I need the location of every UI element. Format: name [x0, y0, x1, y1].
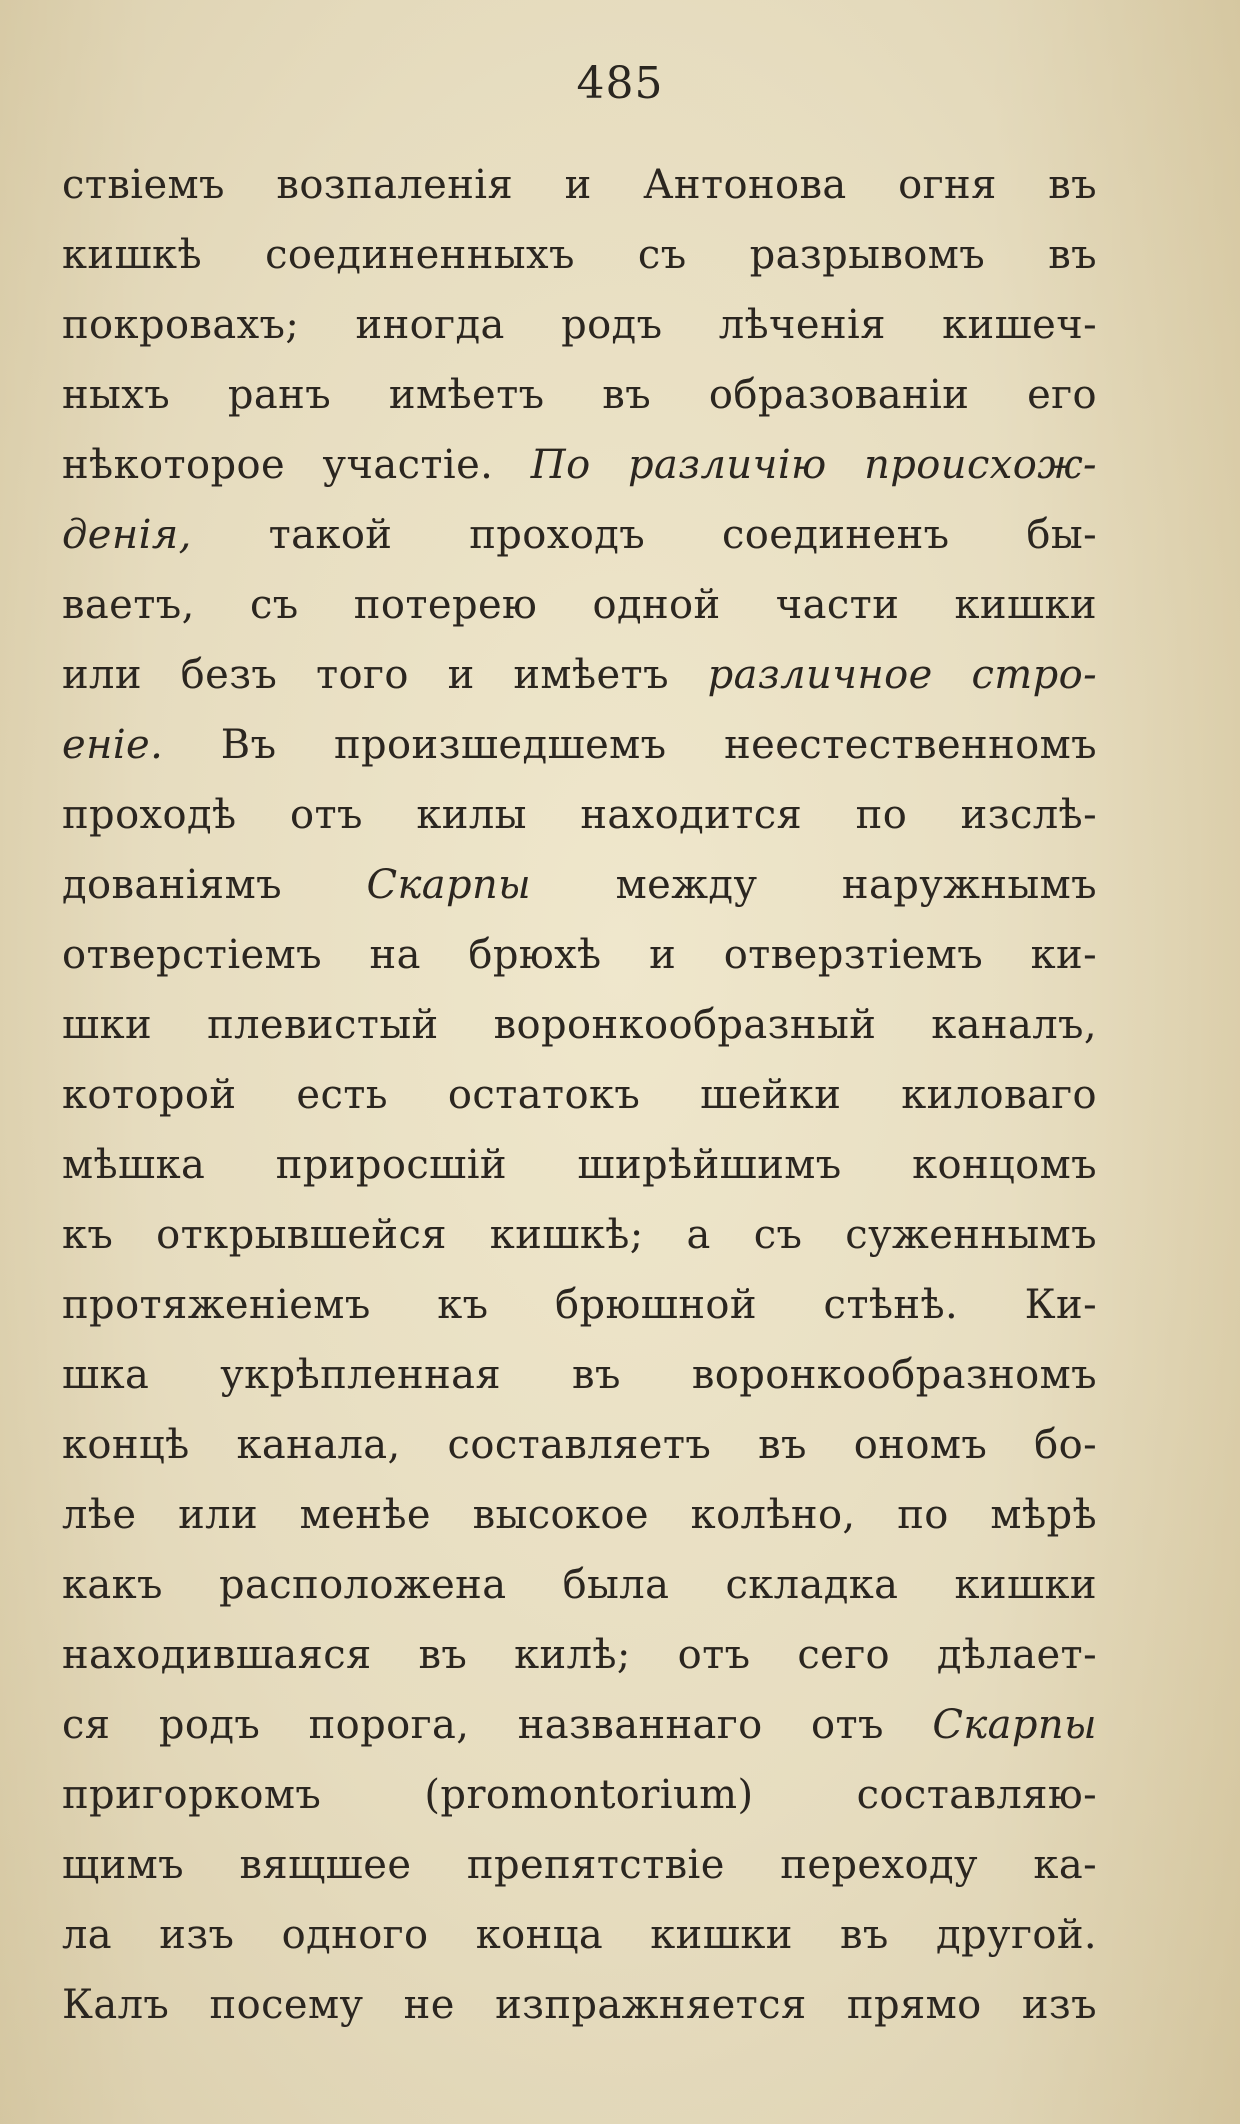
body-text: [62, 150, 1097, 2040]
text-line: [62, 1900, 1097, 1970]
text-segment: концѣ канала, составляетъ въ ономъ бо-: [62, 1422, 1097, 1468]
text-line: [62, 1970, 1097, 2040]
text-line: [62, 1200, 1097, 1270]
italic-text: денія,: [62, 512, 192, 558]
text-segment: протяженіемъ къ брюшной стѣнѣ. Ки-: [62, 1282, 1097, 1328]
text-segment: отверстіемъ на брюхѣ и отверзтіемъ ки-: [62, 932, 1097, 978]
text-line: [62, 500, 1097, 570]
text-segment: между наружнымъ: [531, 862, 1097, 908]
text-segment: которой есть остатокъ шейки киловаго: [62, 1072, 1097, 1118]
text-line: [62, 990, 1097, 1060]
text-segment: ствіемъ возпаленія и Антонова огня въ: [62, 162, 1097, 208]
text-line: [62, 1270, 1097, 1340]
text-segment: кишкѣ соединенныхъ съ разрывомъ въ: [62, 232, 1097, 278]
text-segment: шки плевистый воронкообразный каналъ,: [62, 1002, 1097, 1048]
italic-text: еніе.: [62, 722, 164, 768]
text-segment: щимъ вящшее препятствіе переходу ка-: [62, 1842, 1097, 1888]
text-line: [62, 1480, 1097, 1550]
text-line: [62, 430, 1097, 500]
text-line: [62, 1130, 1097, 1200]
text-segment: пригоркомъ (promontorium) составляю-: [62, 1772, 1097, 1818]
text-segment: нѣкоторое участіе.: [62, 442, 531, 488]
text-segment: Калъ посему не изпражняется прямо изъ: [62, 1982, 1097, 2028]
text-line: [62, 220, 1097, 290]
text-line: [62, 1620, 1097, 1690]
text-line: [62, 850, 1097, 920]
text-segment: какъ расположена была складка кишки: [62, 1562, 1097, 1608]
text-line: [62, 1060, 1097, 1130]
text-line: [62, 290, 1097, 360]
text-segment: ся родъ порога, названнаго отъ: [62, 1702, 933, 1748]
text-segment: къ открывшейся кишкѣ; а съ суженнымъ: [62, 1212, 1097, 1258]
text-segment: покровахъ; иногда родъ лѣченія кишеч-: [62, 302, 1097, 348]
text-line: [62, 570, 1097, 640]
text-segment: или безъ того и имѣетъ: [62, 652, 708, 698]
text-segment: лѣе или менѣе высокое колѣно, по мѣрѣ: [62, 1492, 1097, 1538]
page-number: 485: [576, 58, 664, 109]
text-line: [62, 640, 1097, 710]
text-line: [62, 710, 1097, 780]
text-segment: ныхъ ранъ имѣетъ въ образованіи его: [62, 372, 1097, 418]
text-segment: ваетъ, съ потерею одной части кишки: [62, 582, 1097, 628]
italic-text: По различію происхож-: [530, 442, 1097, 488]
text-line: [62, 780, 1097, 850]
text-segment: ла изъ одного конца кишки въ другой.: [62, 1912, 1097, 1958]
text-segment: мѣшка приросшій ширѣйшимъ концомъ: [62, 1142, 1097, 1188]
text-segment: проходѣ отъ килы находится по изслѣ-: [62, 792, 1097, 838]
text-line: [62, 920, 1097, 990]
text-line: [62, 150, 1097, 220]
text-line: [62, 1410, 1097, 1480]
text-segment: дованіямъ: [62, 862, 367, 908]
text-line: [62, 1690, 1097, 1760]
text-segment: шка укрѣпленная въ воронкообразномъ: [62, 1352, 1097, 1398]
italic-text: Скарпы: [932, 1702, 1097, 1748]
text-line: [62, 360, 1097, 430]
italic-text: Скарпы: [366, 862, 532, 908]
text-line: [62, 1760, 1097, 1830]
text-line: [62, 1830, 1097, 1900]
text-line: [62, 1340, 1097, 1410]
text-segment: такой проходъ соединенъ бы-: [191, 512, 1097, 558]
text-segment: находившаяся въ килѣ; отъ сего дѣлает-: [62, 1632, 1097, 1678]
text-line: [62, 1550, 1097, 1620]
text-segment: Въ произшедшемъ неестественномъ: [163, 722, 1097, 768]
italic-text: различное стро-: [707, 652, 1097, 698]
